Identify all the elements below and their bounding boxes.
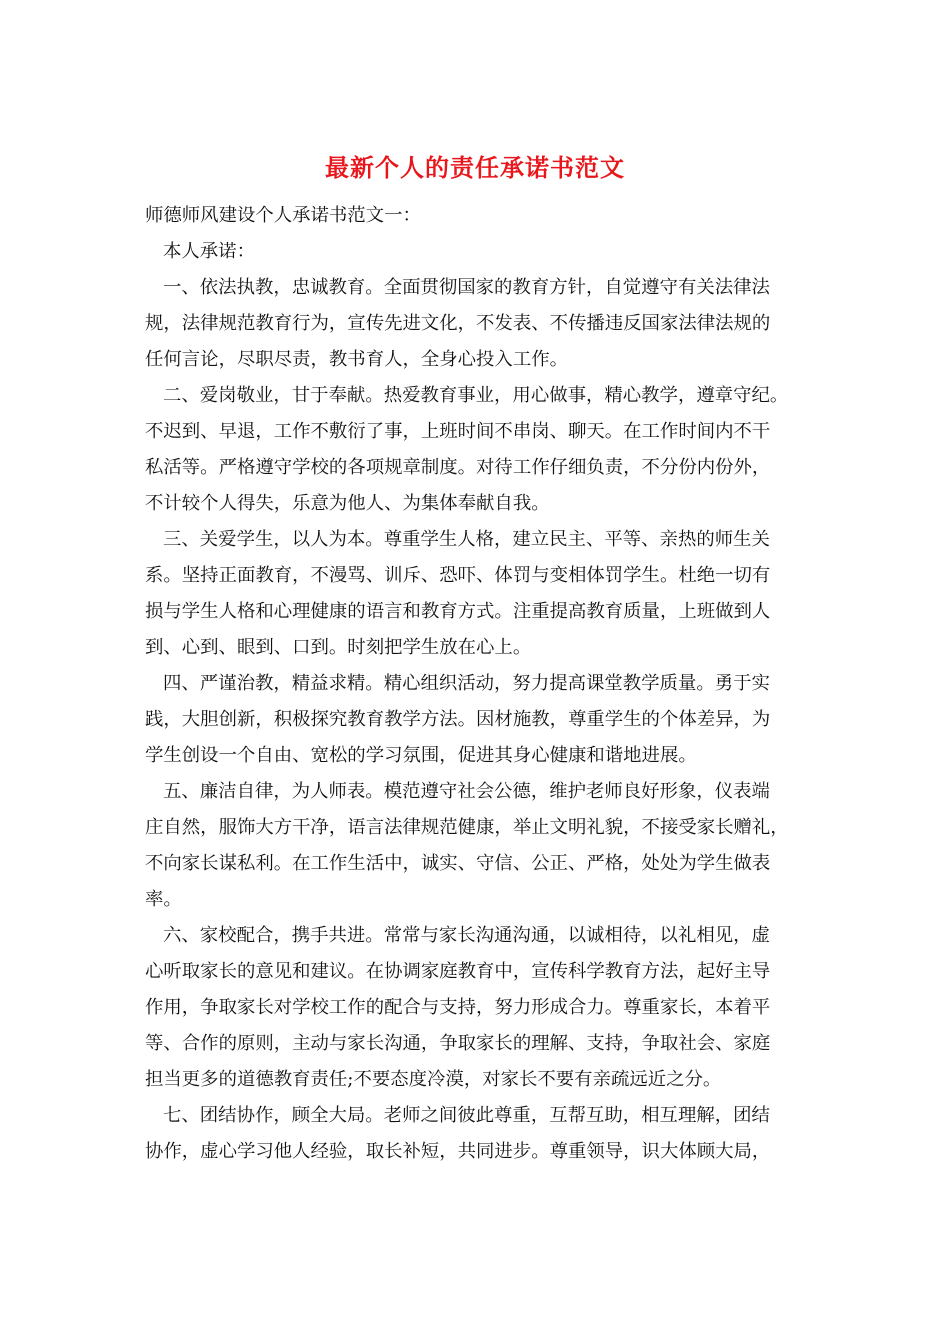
text-line: 庄自然，服饰大方干净，语言法律规范健康，举止文明礼貌，不接受家长赠礼， — [145, 817, 789, 838]
text-line: 七、团结协作，顾全大局。老师之间彼此尊重，互帮互助，相互理解，团结 — [163, 1105, 770, 1126]
text-line: 等、合作的原则，主动与家长沟通，争取家长的理解、支持，争取社会、家庭 — [145, 1033, 771, 1054]
text-line: 损与学生人格和心理健康的语言和教育方式。注重提高教育质量，上班做到人 — [145, 601, 771, 622]
text-line: 担当更多的道德教育责任;不要态度冷漠，对家长不要有亲疏远近之分。 — [145, 1069, 722, 1090]
text-line: 率。 — [145, 889, 182, 910]
text-line: 四、严谨治教，精益求精。精心组织活动，努力提高课堂教学质量。勇于实 — [163, 673, 770, 694]
text-line: 任何言论，尽职尽责，教书育人，全身心投入工作。 — [145, 349, 568, 370]
text-line: 协作，虚心学习他人经验，取长补短，共同进步。尊重领导，识大体顾大局， — [145, 1141, 771, 1162]
text-line: 践，大胆创新，积极探究教育教学方法。因材施教，尊重学生的个体差异，为 — [145, 709, 771, 730]
text-line: 心听取家长的意见和建议。在协调家庭教育中，宣传科学教育方法，起好主导 — [145, 961, 771, 982]
text-line: 本人承诺： — [163, 241, 255, 262]
text-line: 学生创设一个自由、宽松的学习氛围，促进其身心健康和谐地进展。 — [145, 745, 697, 766]
text-line: 二、爱岗敬业，甘于奉献。热爱教育事业，用心做事，精心教学，遵章守纪。 — [163, 385, 789, 406]
text-line: 规，法律规范教育行为，宣传先进文化，不发表、不传播违反国家法律法规的 — [145, 313, 771, 334]
text-line: 不计较个人得失，乐意为他人、为集体奉献自我。 — [145, 493, 550, 514]
text-line: 到、心到、眼到、口到。时刻把学生放在心上。 — [145, 637, 532, 658]
text-line: 一、依法执教，忠诚教育。全面贯彻国家的教育方针，自觉遵守有关法律法 — [163, 277, 770, 298]
document-body — [145, 198, 825, 1170]
text-line: 三、关爱学生，以人为本。尊重学生人格，建立民主、平等、亲热的师生关 — [163, 529, 770, 550]
text-line: 私活等。严格遵守学校的各项规章制度。对待工作仔细负责，不分份内份外， — [145, 457, 771, 478]
text-line: 六、家校配合，携手共进。常常与家长沟通沟通，以诚相待，以礼相见，虚 — [163, 925, 770, 946]
text-line: 不向家长谋私利。在工作生活中，诚实、守信、公正、严格，处处为学生做表 — [145, 853, 771, 874]
text-line: 作用，争取家长对学校工作的配合与支持，努力形成合力。尊重家长，本着平 — [145, 997, 771, 1018]
text-line: 师德师风建设个人承诺书范文一： — [145, 205, 421, 226]
text-line: 不迟到、早退，工作不敷衍了事，上班时间不串岗、聊天。在工作时间内不干 — [145, 421, 771, 442]
text-line: 系。坚持正面教育，不漫骂、训斥、恐吓、体罚与变相体罚学生。杜绝一切有 — [145, 565, 771, 586]
text-line: 五、廉洁自律，为人师表。模范遵守社会公德，维护老师良好形象，仪表端 — [163, 781, 770, 802]
document-title: 最新个人的责任承诺书范文 — [325, 153, 625, 182]
